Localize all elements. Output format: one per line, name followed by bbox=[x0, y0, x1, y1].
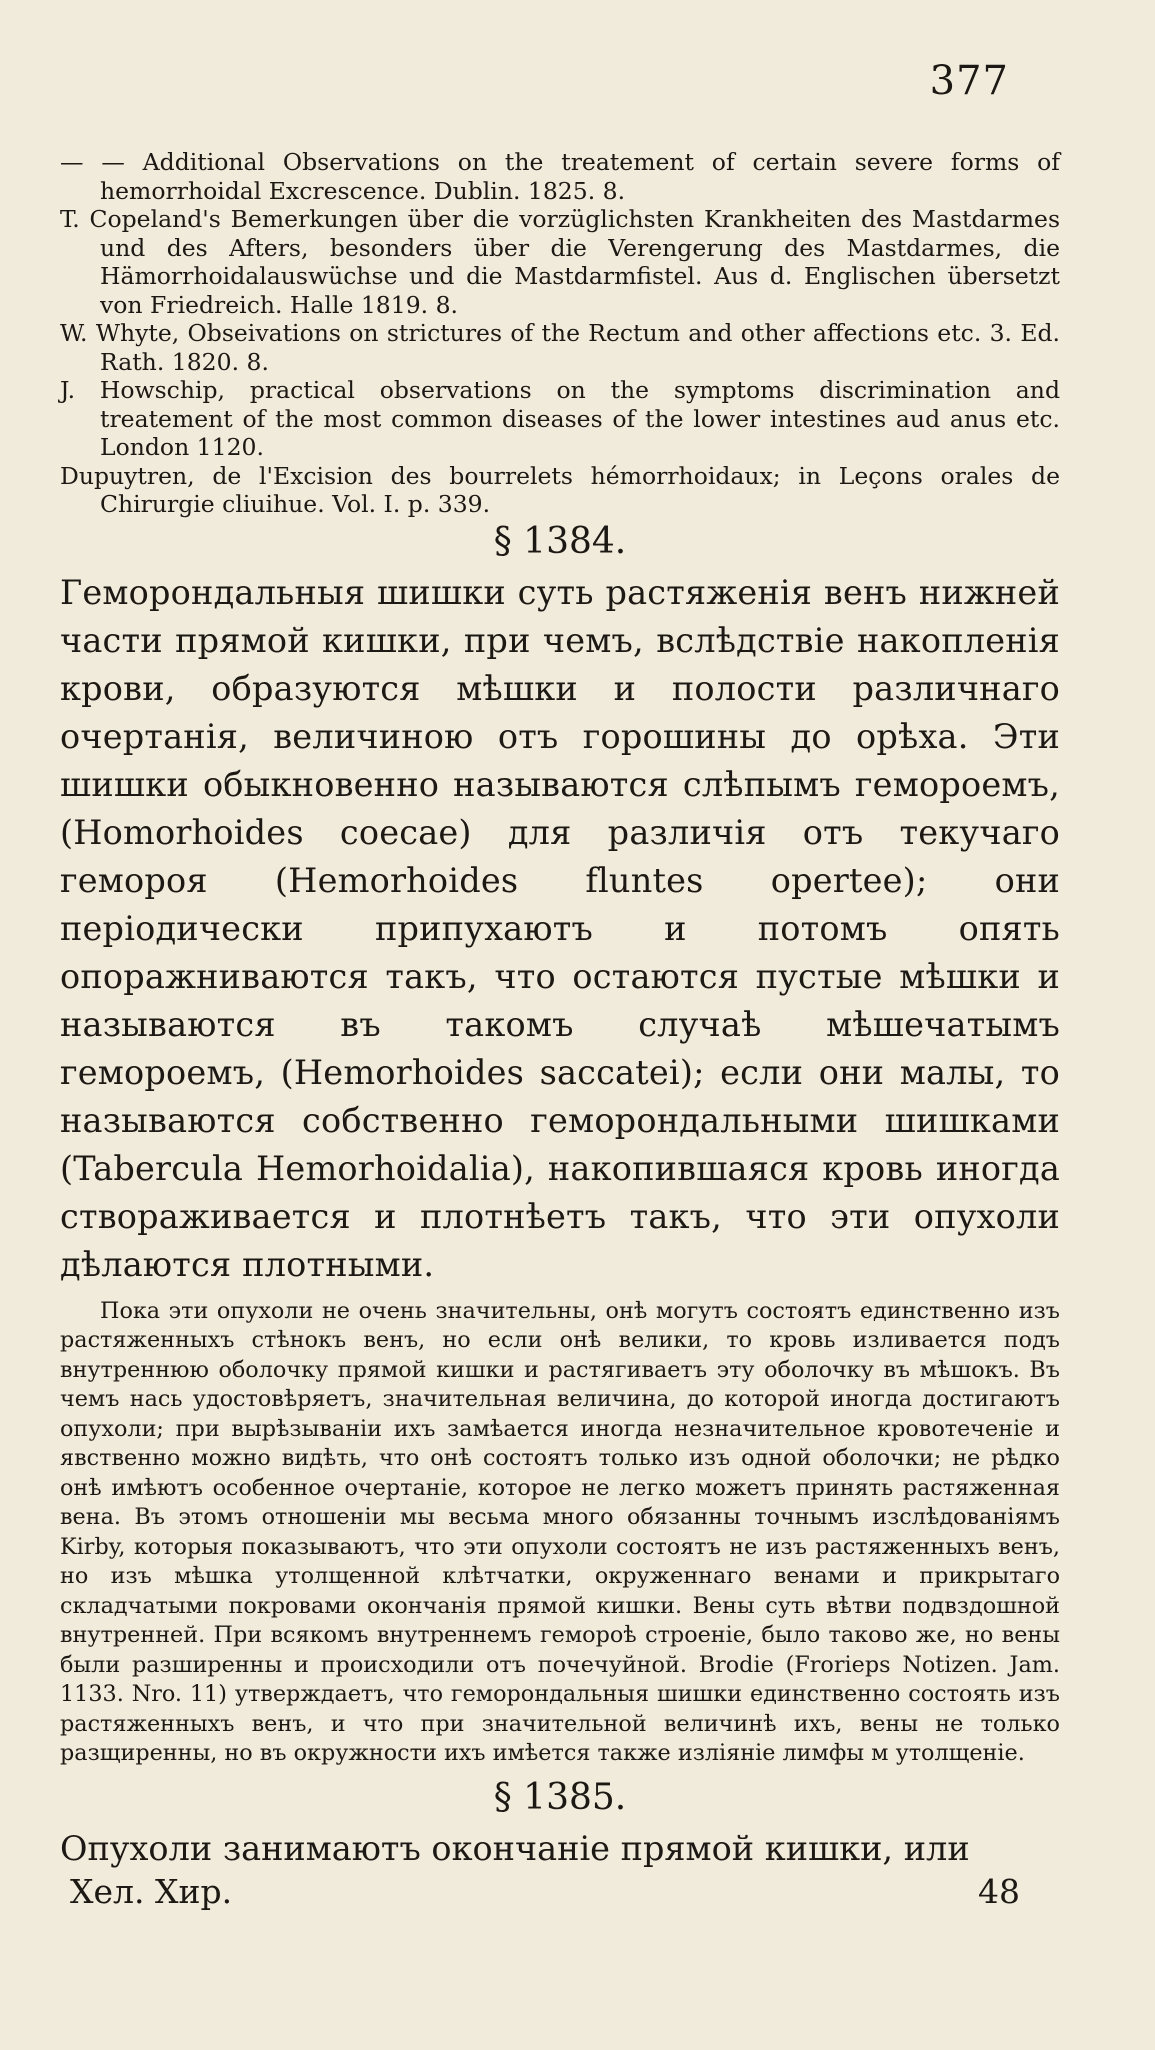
page-content bbox=[60, 148, 1060, 1915]
page-number: 377 bbox=[929, 58, 1009, 104]
main-paragraph: Геморондальныя шишки суть растяженія венъ нижней части прямой кишки, при чемъ, вслѣдствіе накопленія крови, образуются мѣшки и полости различнаго очертанія, величиною отъ горошины до орѣха. Эти шишки обыкновенно называются слѣпымъ гемороемъ, (Homorhoides coecae) для различія отъ текучаго гемороя (Hemorhoides fluntes opertee); они періодически припухаютъ и потомъ опять опоражниваются такъ, что остаются пустые мѣшки и называются въ такомъ случаѣ мѣшечатымъ гемороемъ, (Hemorhoides saccatei); если они малы, то называются собственно геморондальными шишками (Tabercula Hemorhoidalia), накопившаяся кровь иногда створаживается и плотнѣетъ такъ, что эти опухоли дѣлаются плотными. bbox=[60, 572, 1060, 1284]
bibliography-entry: T. Copeland's Bemerkungen über die vorzüglichsten Krankheiten des Mastdarmes und des Afters, besonders über die Verengerung des Mastdarmes, die Hämorrhoidalauswüchse und die Mastdarmfistel. Aus d. Englischen übersetzt von Friedreich. Halle 1819. 8. bbox=[60, 205, 1060, 319]
section-heading-1385: § 1385. bbox=[493, 1776, 627, 1818]
signature-mark: Хел. Хир. bbox=[70, 1871, 233, 1911]
page-footer bbox=[60, 1869, 1060, 1915]
section-heading-1384: § 1384. bbox=[493, 520, 627, 562]
bibliography-entry: Dupuytren, de l'Excision des bourrelets hémorrhoidaux; in Leçons orales de Chirurgie cliuihue. Vol. I. p. 339. bbox=[60, 461, 1060, 518]
bibliography-list bbox=[60, 148, 1060, 519]
bibliography-entry: — — Additional Observations on the treatement of certain severe forms of hemorrhoidal Excrescence. Dublin. 1825. 8. bbox=[60, 148, 1060, 205]
signature-number: 48 bbox=[978, 1871, 1020, 1911]
note-paragraph: Пока эти опухоли не очень значительны, онѣ могутъ состоятъ единственно изъ растяженныхъ стѣнокъ венъ, но если онѣ велики, то кровь изливается подъ внутреннюю оболочку прямой кишки и растягиваетъ эту оболочку въ мѣшокъ. Въ чемъ нась удостовѣряетъ, значительная величина, до которой иногда достигаютъ опухоли; при вырѣзываніи ихъ замѣается иногда незначительное кровотеченіе и явственно можно видѣть, что онѣ состоятъ только изъ одной оболочки; не рѣдко онѣ имѣютъ особенное очертаніе, которое не легко можетъ принять растяженная вена. Въ этомъ отношеніи мы весьма много обязанны точнымъ изслѣдованіямъ Kirby, которыя показываютъ, что эти опухоли состоятъ не изъ растяженныхъ венъ, но изъ мѣшка утолщенной клѣтчатки, окруженнаго венами и прикрытаго складчатыми покровами окончанія прямой кишки. Вены суть вѣтви подвздошной внутренней. При всякомъ внутреннемъ гемороѣ строеніе, было таково же, но вены были разширенны и происходили отъ почечуйной. Brodie (Frorieps Notizen. Jam. 1133. Nro. 11) утверждаетъ, что геморондальныя шишки единственно состоять изъ растяженныхъ венъ, и что при значительной величинѣ ихъ, вены не только разщиренны, но въ окружности ихъ имѣется также излiяніе лимфы м утолщеніе. bbox=[60, 1297, 1060, 1766]
bibliography-entry: J. Howschip, practical observations on the symptoms discrimination and treatement of the most common diseases of the lower intestines aud anus etc. London 1120. bbox=[60, 376, 1060, 461]
bibliography-entry: W. Whyte, Obseivations on strictures of the Rectum and other affections etc. 3. Ed. Rath. 1820. 8. bbox=[60, 319, 1060, 376]
next-paragraph: Опухоли занимаютъ окончаніе прямой кишки, или bbox=[60, 1828, 970, 1868]
